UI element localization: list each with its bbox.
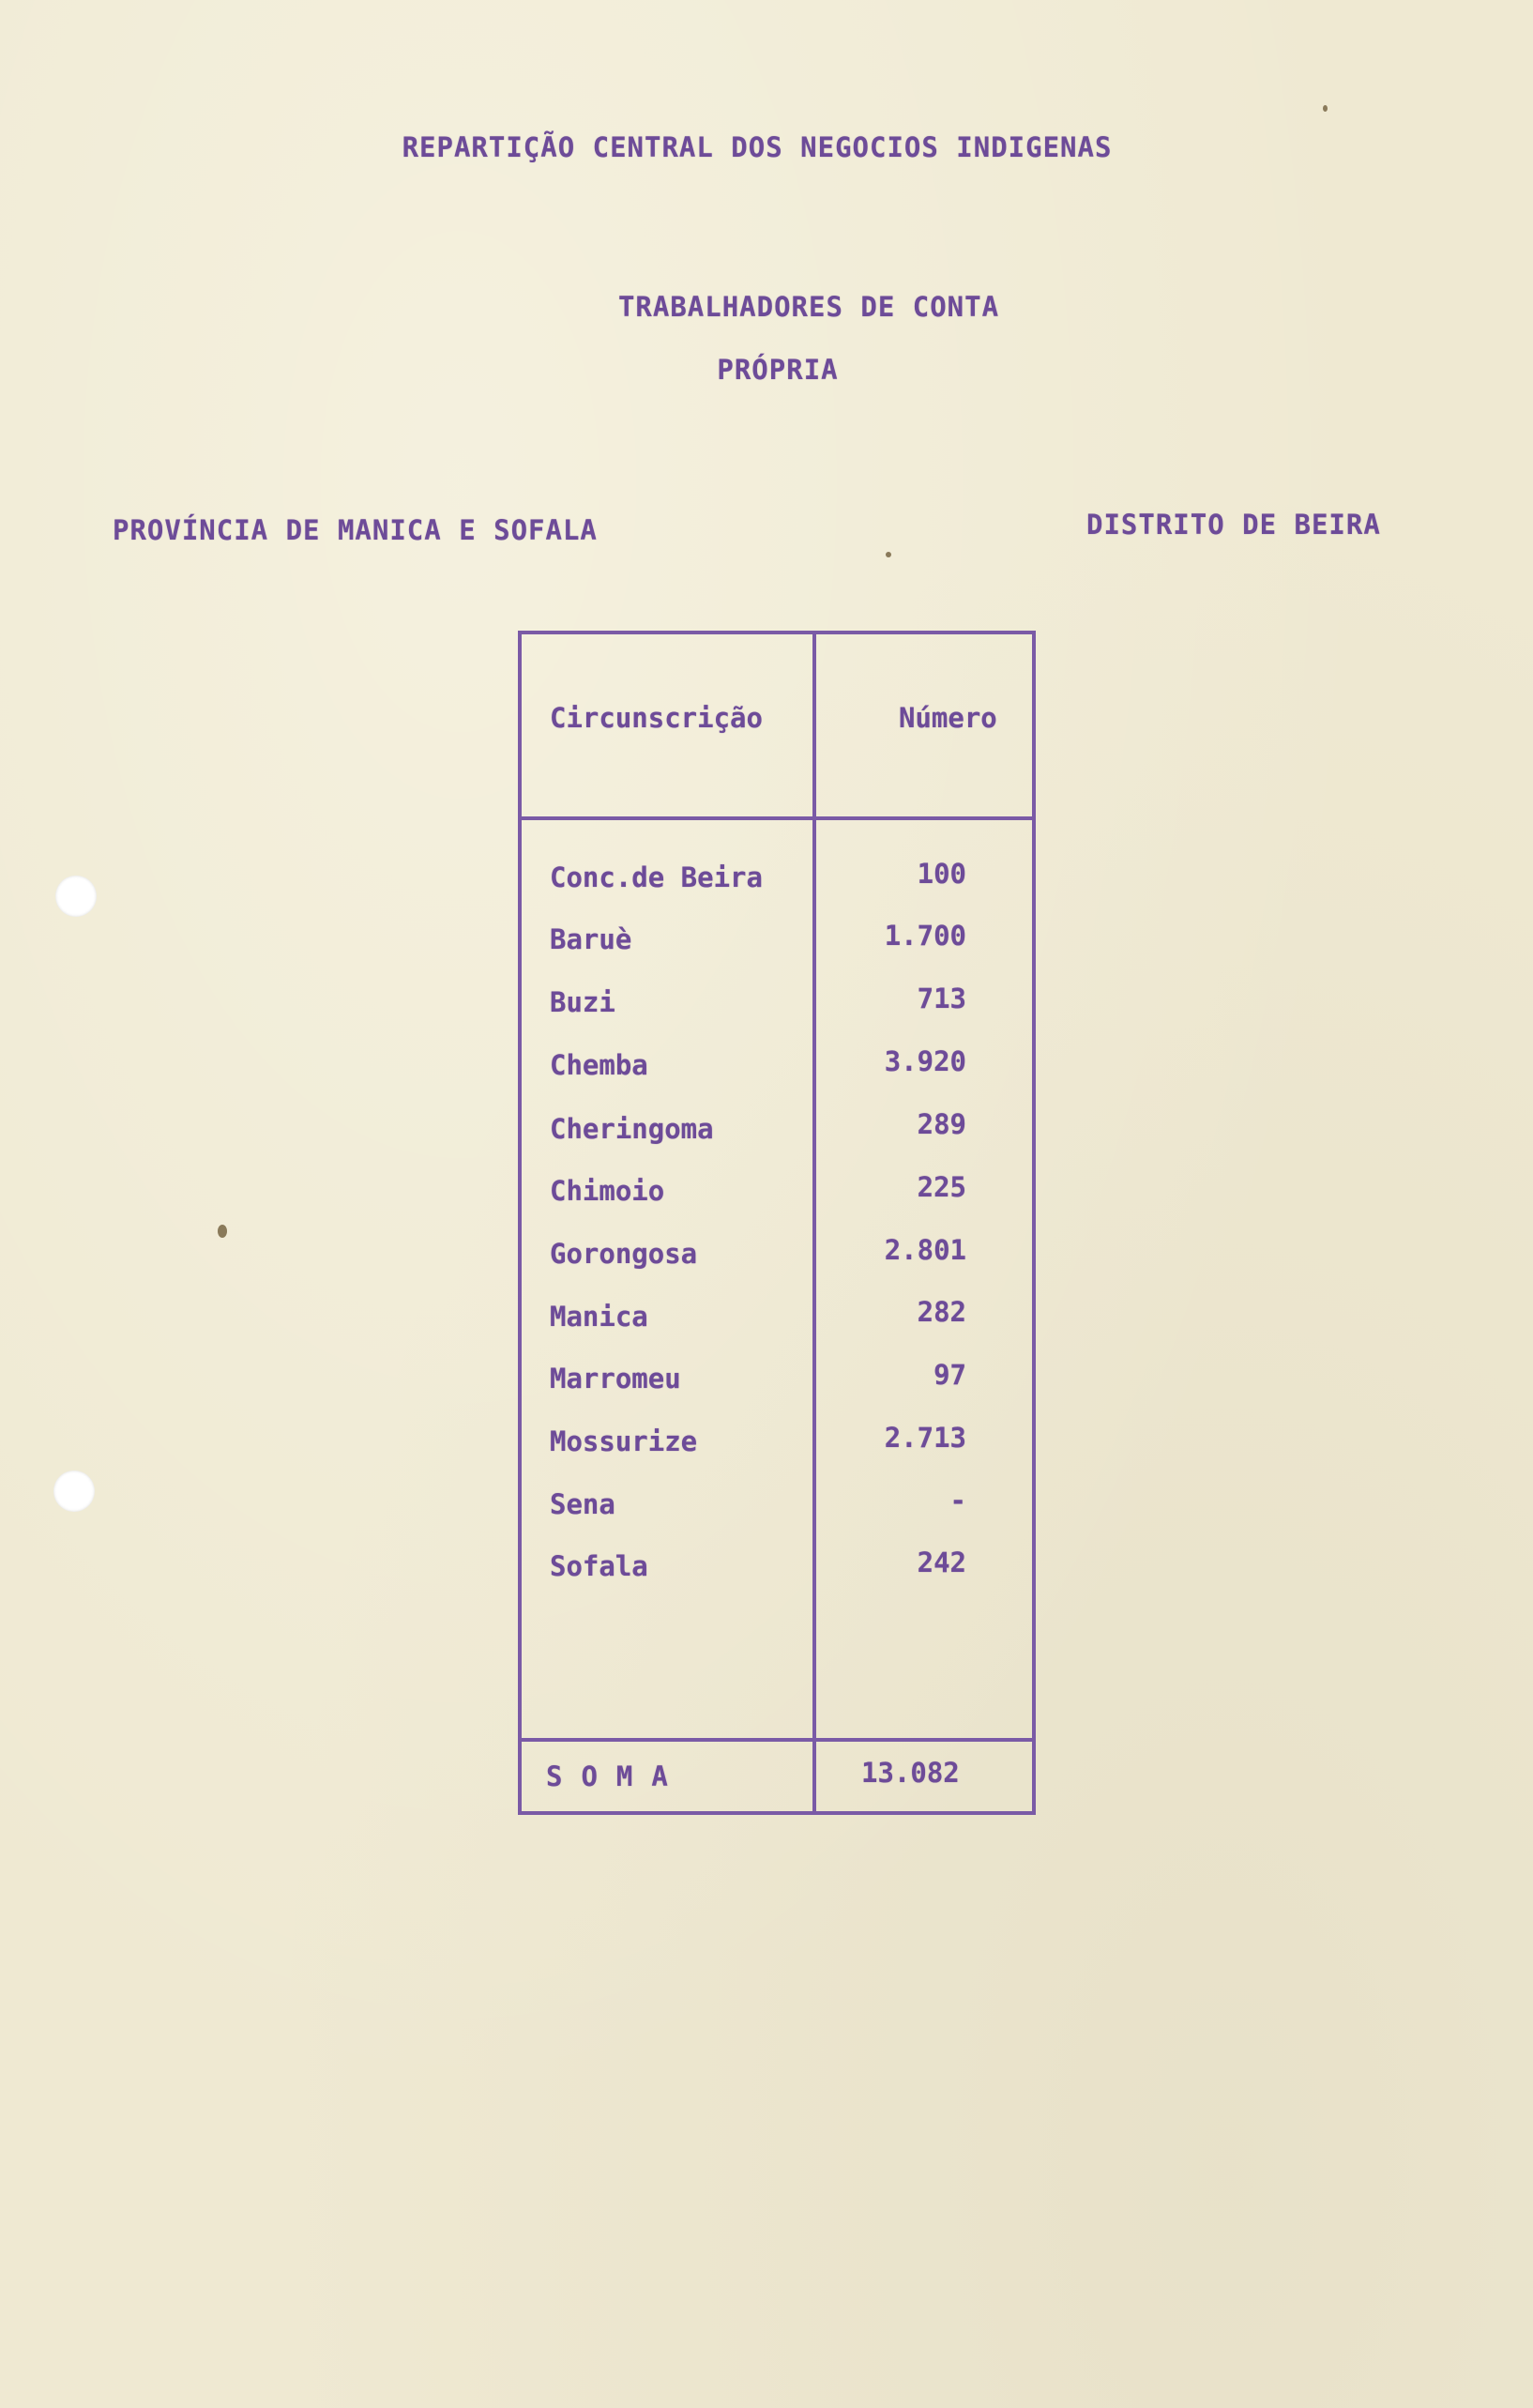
header-rule bbox=[522, 816, 1032, 820]
column-divider bbox=[812, 634, 816, 1811]
row-name: Sena bbox=[550, 1488, 615, 1520]
row-name: Gorongosa bbox=[550, 1238, 698, 1270]
document-title-line-2: PRÓPRIA bbox=[717, 354, 839, 386]
row-name: Conc.de Beira bbox=[550, 861, 763, 893]
row-name: Marromeu bbox=[550, 1363, 681, 1395]
province-label: PROVÍNCIA DE MANICA E SOFALA bbox=[113, 514, 598, 546]
row-value: 97 bbox=[933, 1359, 966, 1391]
row-value: 713 bbox=[917, 983, 966, 1014]
district-label: DISTRITO DE BEIRA bbox=[1086, 509, 1381, 541]
row-value: 242 bbox=[917, 1547, 966, 1578]
punch-hole-bottom bbox=[53, 1471, 95, 1512]
ink-speck bbox=[1323, 105, 1328, 112]
row-value: 3.920 bbox=[884, 1045, 966, 1077]
punch-hole-top bbox=[55, 876, 97, 917]
document-title-line-1: TRABALHADORES DE CONTA bbox=[617, 291, 1000, 323]
row-value: 289 bbox=[917, 1108, 966, 1140]
row-name: Baruè bbox=[550, 923, 632, 955]
column-header-numero: Número bbox=[899, 702, 997, 734]
row-value: 100 bbox=[917, 858, 966, 890]
row-name: Chimoio bbox=[550, 1175, 665, 1207]
row-name: Manica bbox=[550, 1301, 648, 1333]
row-value: - bbox=[949, 1485, 966, 1516]
office-header: REPARTIÇÃO CENTRAL DOS NEGOCIOS INDIGENAS bbox=[402, 131, 1113, 163]
row-value: 225 bbox=[917, 1171, 966, 1203]
total-value: 13.082 bbox=[861, 1757, 960, 1789]
ink-speck bbox=[886, 552, 891, 557]
row-name: Mossurize bbox=[550, 1425, 698, 1457]
workers-table bbox=[518, 631, 1036, 1815]
row-name: Buzi bbox=[550, 986, 615, 1018]
total-label: SOMA bbox=[546, 1760, 687, 1792]
ink-speck bbox=[218, 1225, 227, 1238]
row-value: 2.713 bbox=[884, 1422, 966, 1454]
row-value: 1.700 bbox=[884, 920, 966, 952]
row-name: Cheringoma bbox=[550, 1113, 714, 1145]
row-value: 282 bbox=[917, 1296, 966, 1328]
row-name: Chemba bbox=[550, 1049, 648, 1081]
total-rule bbox=[522, 1738, 1032, 1742]
column-header-circunscricao: Circunscrição bbox=[550, 702, 763, 734]
row-name: Sofala bbox=[550, 1550, 648, 1582]
row-value: 2.801 bbox=[884, 1234, 966, 1266]
